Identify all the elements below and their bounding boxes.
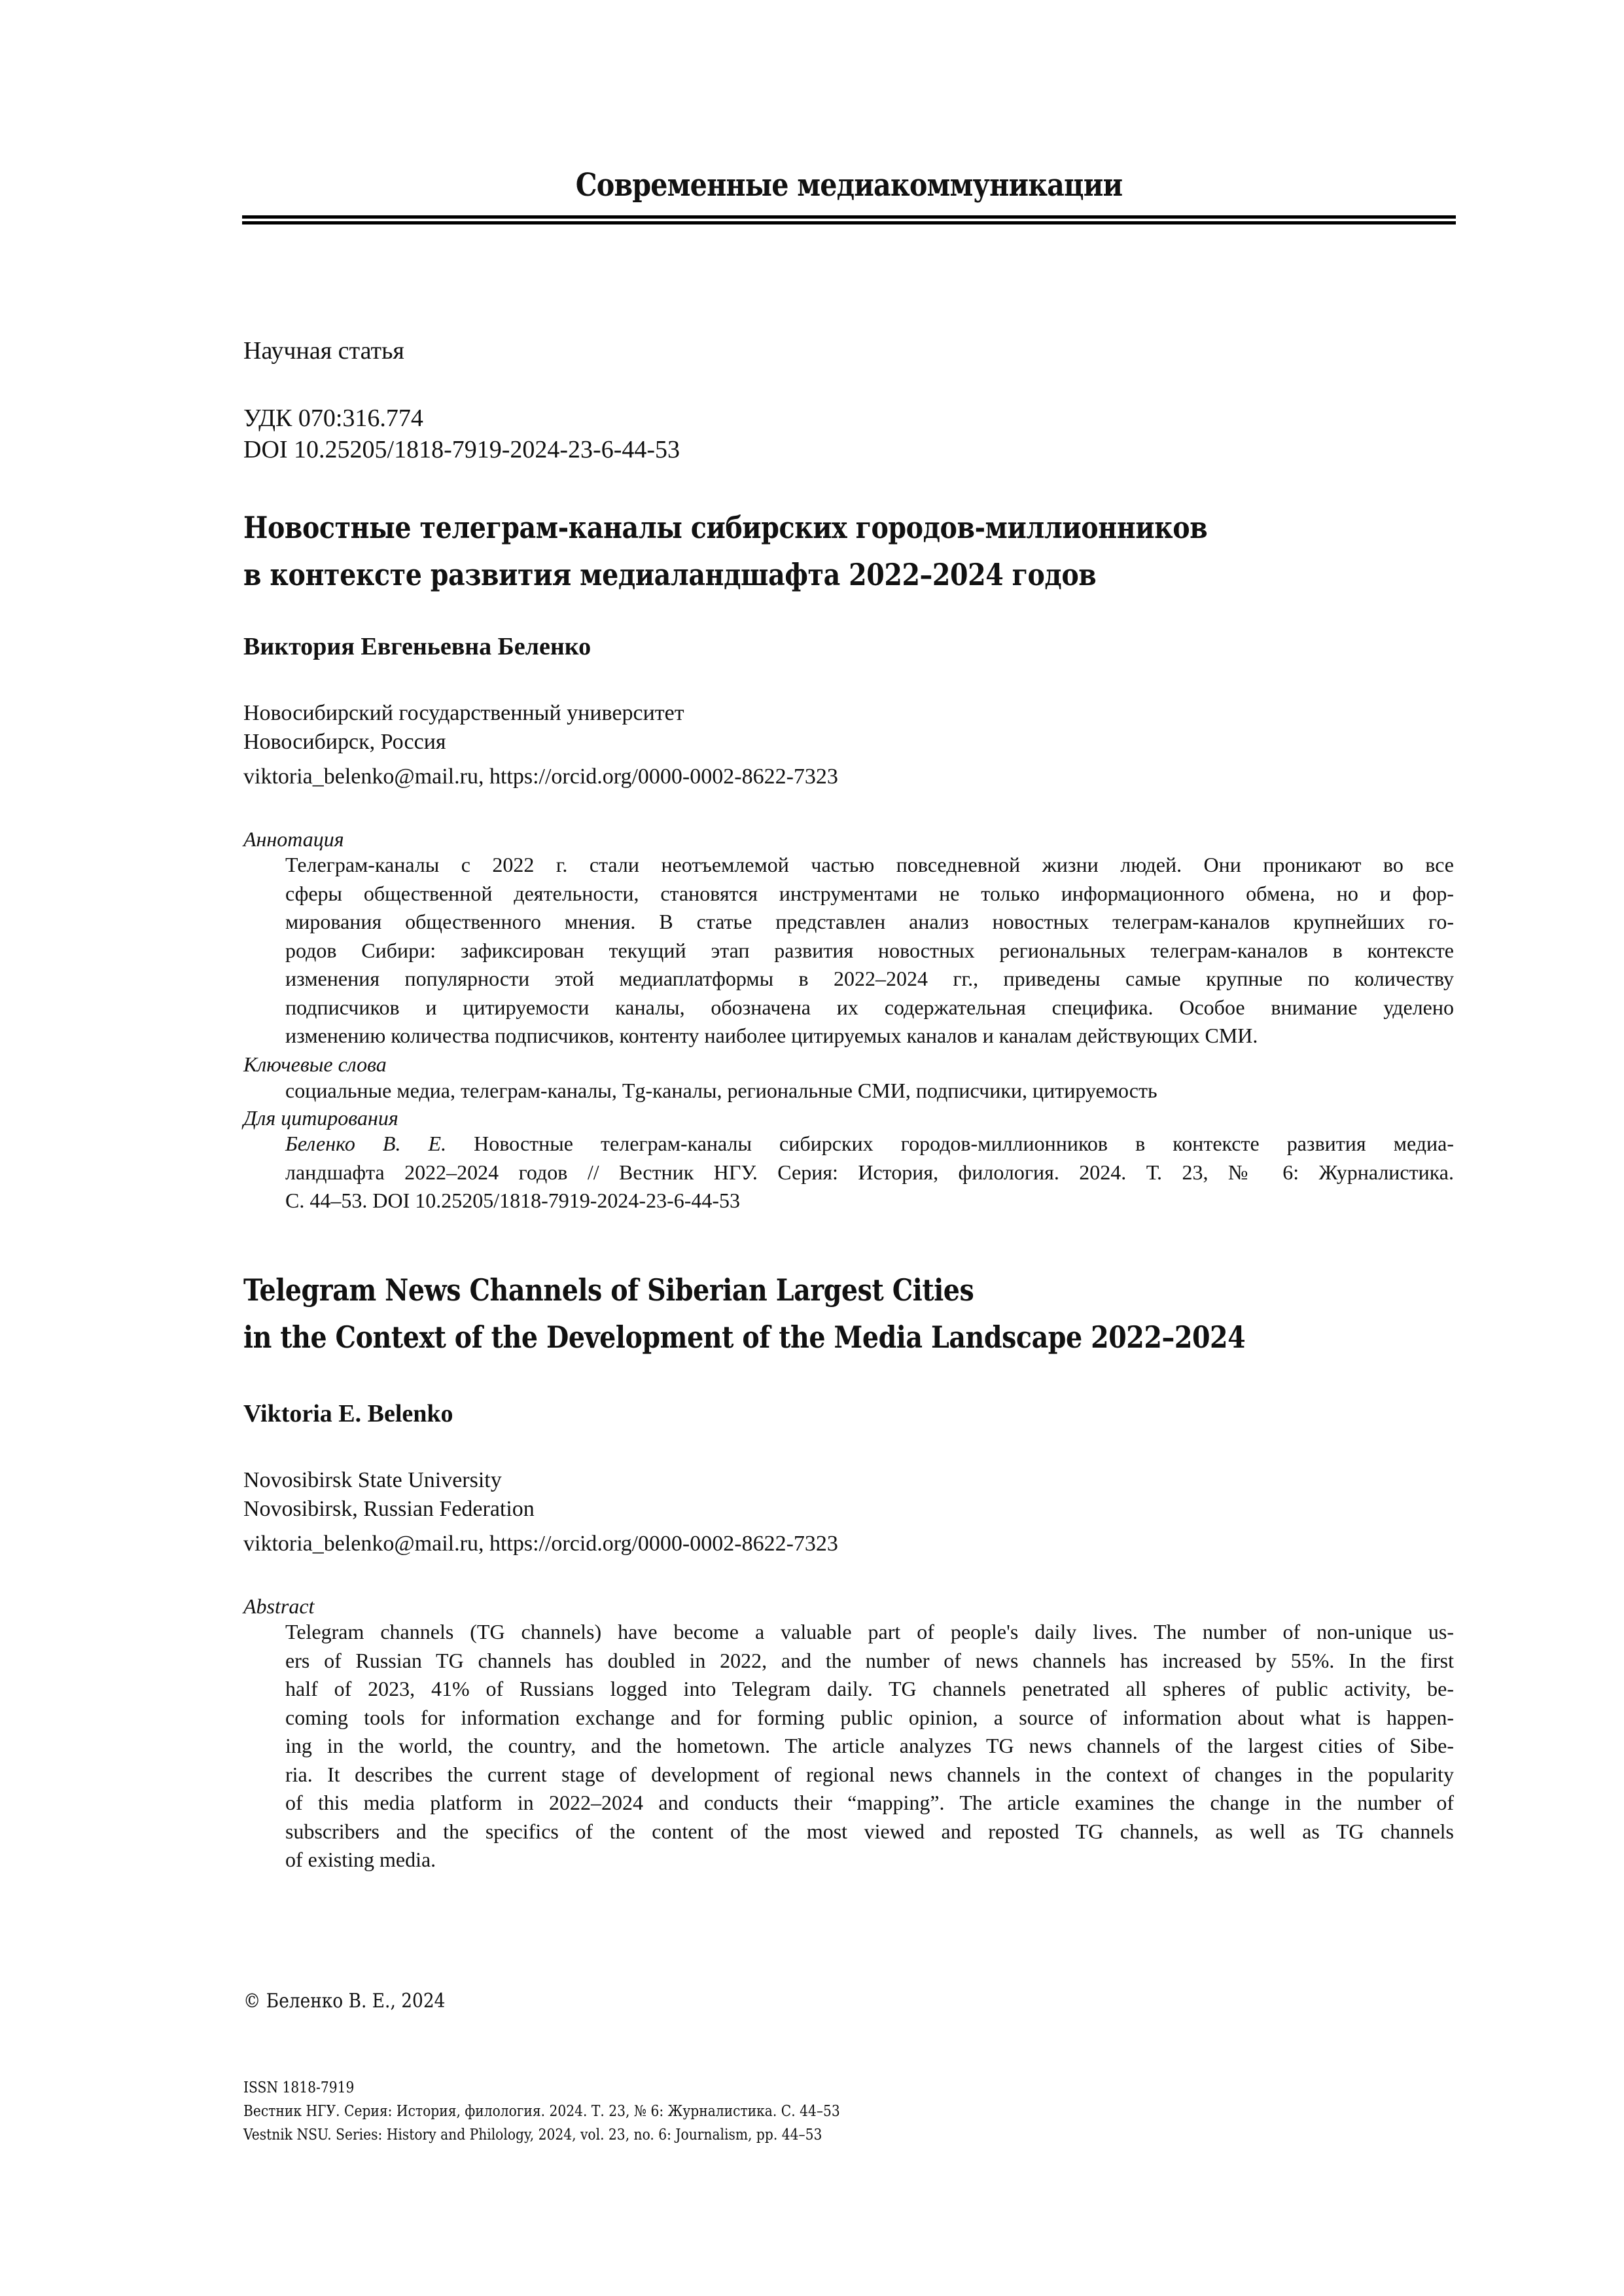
abstract-ru-line: изменения популярности этой медиаплатформы в 2022–2024 гг., приведены самые крупные по количеству (285, 967, 1454, 990)
doi[interactable]: DOI 10.25205/1818-7919-2024-23-6-44-53 (243, 436, 680, 463)
abstract-en-line: half of 2023, 41% of Russians logged into Telegram daily. TG channels penetrated all spheres of public activity, be- (285, 1677, 1454, 1700)
title-ru-line: Новостные телеграм-каналы сибирских городов-миллионников (243, 510, 1208, 545)
running-header: Современные медиакоммуникации (575, 167, 1123, 204)
affiliation-ru: Новосибирский государственный университет (243, 701, 684, 725)
abstract-label-ru: Аннотация (243, 827, 344, 851)
abstract-ru-line: родов Сибири: зафиксирован текущий этап развития новостных региональных телеграм-каналов в контексте (285, 938, 1454, 962)
title-ru (243, 504, 1364, 598)
citation-ru-line (285, 1130, 1454, 1158)
udc-code: УДК 070:316.774 (243, 404, 423, 432)
keywords-label-ru: Ключевые слова (243, 1052, 387, 1076)
header-double-rule (242, 215, 1456, 227)
citation-label-ru: Для цитирования (243, 1106, 398, 1130)
rule-line-top (242, 215, 1456, 219)
title-en (243, 1266, 1409, 1361)
keywords-ru: социальные медиа, телеграм-каналы, Tg-каналы, региональные СМИ, подписчики, цитируемость (285, 1079, 1157, 1102)
abstract-ru-line: сферы общественной деятельности, становятся инструментами не только информационного обмена, но и фор- (285, 881, 1454, 905)
author-ru: Виктория Евгеньевна Беленко (243, 633, 591, 660)
article-type: Научная статья (243, 337, 404, 365)
location-en: Novosibirsk, Russian Federation (243, 1497, 535, 1521)
abstract-en-line: of this media platform in 2022–2024 and conducts their “mapping”. The article examines the change in the number of (285, 1791, 1454, 1814)
citation-text: Новостные телеграм-каналы сибирских городов-миллионников в контексте развития медиа- (446, 1132, 1454, 1155)
abstract-ru-line: подписчиков и цитируемости каналы, обозначена их содержательная специфика. Особое внимание уделено (285, 995, 1454, 1019)
contacts-en[interactable]: viktoria_belenko@mail.ru, https://orcid.org/0000-0002-8622-7323 (243, 1532, 838, 1556)
abstract-en-line: ria. It describes the current stage of development of regional news channels in the context of changes in the popularity (285, 1762, 1454, 1786)
title-en-line: in the Context of the Development of the Media Landscape 2022–2024 (243, 1319, 1246, 1355)
copyright: © Беленко В. Е., 2024 (243, 1990, 446, 2013)
footer (243, 2076, 921, 2147)
abstract-ru-line: Телеграм-каналы с 2022 г. стали неотъемлемой частью повседневной жизни людей. Они проникают во все (285, 853, 1454, 876)
abstract-en-line: coming tools for information exchange and for forming public opinion, a source of information about what is happen- (285, 1705, 1454, 1729)
rule-line-bottom (242, 221, 1456, 224)
abstract-ru (285, 851, 1454, 1050)
author-en: Viktoria E. Belenko (243, 1400, 453, 1427)
journal-citation-en: Vestnik NSU. Series: History and Philology, 2024, vol. 23, no. 6: Journalism, pp. 44–53 (243, 2126, 822, 2144)
abstract-label-en: Abstract (243, 1594, 315, 1618)
citation-ru (285, 1130, 1454, 1215)
abstract-en-line: Telegram channels (TG channels) have become a valuable part of people's daily lives. The number of non-unique us- (285, 1620, 1454, 1643)
journal-citation-ru: Вестник НГУ. Серия: История, филология. 2024. Т. 23, № 6: Журналистика. С. 44–53 (243, 2103, 840, 2120)
abstract-en-line: of existing media. (285, 1848, 436, 1871)
issn: ISSN 1818-7919 (243, 2079, 355, 2096)
abstract-en-line: ers of Russian TG channels has doubled in 2022, and the number of news channels has increased by 55%. In the first (285, 1648, 1454, 1672)
abstract-ru-line: мирования общественного мнения. В статье представлен анализ новостных телеграм-каналов крупнейших го- (285, 910, 1454, 933)
abstract-en (285, 1618, 1454, 1874)
abstract-en-line: subscribers and the specifics of the content of the most viewed and reposted TG channels, as well as TG channels (285, 1819, 1454, 1843)
citation-ru-line: ландшафта 2022–2024 годов // Вестник НГУ. Серия: История, филология. 2024. Т. 23, № 6: Журналистика. (285, 1160, 1454, 1184)
citation-author: Беленко В. Е. (285, 1132, 447, 1155)
contacts-ru[interactable]: viktoria_belenko@mail.ru, https://orcid.org/0000-0002-8622-7323 (243, 764, 838, 789)
location-ru: Новосибирск, Россия (243, 730, 446, 754)
abstract-ru-line: изменению количества подписчиков, контенту наиболее цитируемых каналов и каналам действующих СМИ. (285, 1024, 1258, 1047)
affiliation-en: Novosibirsk State University (243, 1468, 502, 1492)
title-en-line: Telegram News Channels of Siberian Largest Cities (243, 1272, 974, 1308)
citation-ru-line: С. 44–53. DOI 10.25205/1818-7919-2024-23-6-44-53 (285, 1189, 741, 1212)
title-ru-line: в контексте развития медиаландшафта 2022–2024 годов (243, 557, 1097, 592)
abstract-en-line: ing in the world, the country, and the hometown. The article analyzes TG news channels of the largest cities of Sibe- (285, 1734, 1454, 1757)
